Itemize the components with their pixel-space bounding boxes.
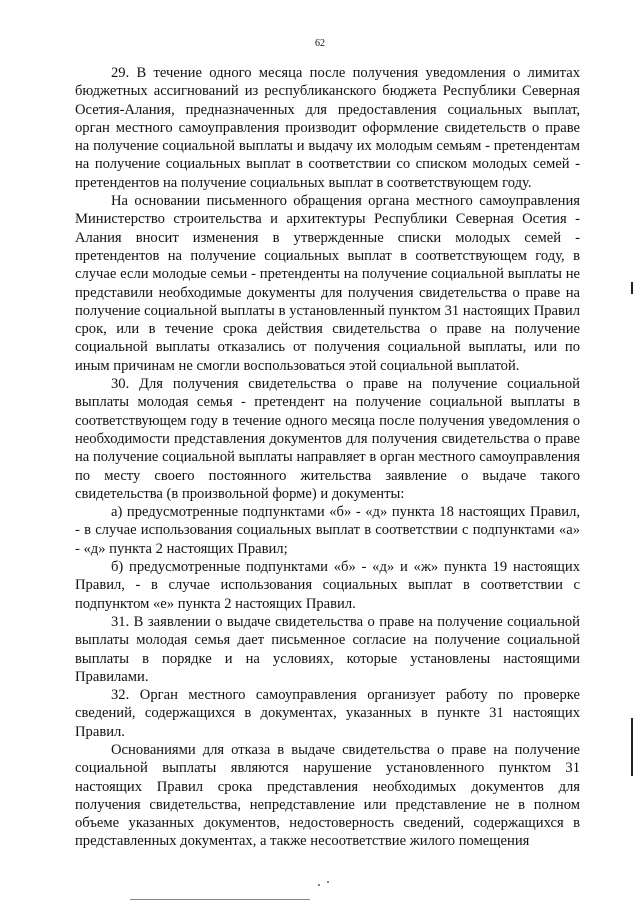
scan-artifact — [631, 282, 633, 294]
scan-speck — [327, 881, 329, 883]
paragraph-32: 32. Орган местного самоуправления организует работу по проверке сведений, содержащихся в документах, указанных в пункте 31 настоящих Правил. — [75, 687, 580, 740]
paragraph-amendments: На основании письменного обращения органа местного самоуправления Министерство строительства и архитектуры Республики Северная Осетия - Алания вносит изменения в утвержденные списки молодых семей - претендентов на получение социальных выплат в соответствующем году, в случае если молодые семьи - претенденты на получение социальной выплаты не представили необходимые документы для получения свидетельства о праве на получение социальной выплаты в установленный пунктом 31 настоящих Правил срок, или в течение срока действия свидетельства о праве на получение социальной выплаты отказались от получения социальной выплаты, или по иным причинам не смогли воспользоваться этой социальной выплатой. — [75, 193, 580, 374]
paragraph-29: 29. В течение одного месяца после получения уведомления о лимитах бюджетных ассигнований из республиканского бюджета Республики Северная Осетия-Алания, предназначенных для предоставления социальных выплат, орган местного самоуправления производит оформление свидетельств о праве на получение социальной выплаты и выдачу их молодым семьям - претендентам на получение социальных выплат в соответствии со списком молодых семей - претендентов на получение социальных выплат в соответствующем году. — [75, 65, 580, 191]
paragraph-refusal-grounds: Основаниями для отказа в выдаче свидетельства о праве на получение социальной выплаты являются нарушение установленного пунктом 31 настоящих Правил срока представления необходимых документов для получения свидетельства, непредставление или представление не в полном объеме указанных документов, недостоверность сведений, содержащихся в представленных документах, а также несоответствие жилого помещения — [75, 741, 580, 850]
page-number: 62 — [315, 38, 325, 49]
subparagraph-a: а) предусмотренные подпунктами «б» - «д» пункта 18 настоящих Правил, - в случае использования социальных выплат в соответствии с подпунктами «а» - «д» пункта 2 настоящих Правил; — [75, 504, 580, 557]
paragraph-31: 31. В заявлении о выдаче свидетельства о праве на получение социальной выплаты молодая семья дает письменное согласие на получение социальной выплаты в порядке и на условиях, которые установлены настоящими Правилами. — [75, 613, 580, 685]
paragraph-30: 30. Для получения свидетельства о праве на получение социальной выплаты молодая семья - претендент на получение социальной выплаты в соответствующем году в течение одного месяца после получения уведомления о необходимости представления документов для получения свидетельства о праве на получение социальной выплаты направляет в орган местного самоуправления по месту своего постоянного жительства заявление о выдаче такого свидетельства (в произвольной форме) и документы: — [75, 376, 580, 502]
subparagraph-b: б) предусмотренные подпунктами «б» - «д» и «ж» пункта 19 настоящих Правил, - в случае использования социальных выплат в соответствии с подпунктом «е» пункта 2 настоящих Правил. — [75, 559, 580, 612]
document-body — [75, 64, 580, 851]
scan-speck — [318, 884, 320, 886]
scan-artifact — [130, 899, 310, 900]
scan-artifact — [631, 718, 633, 776]
